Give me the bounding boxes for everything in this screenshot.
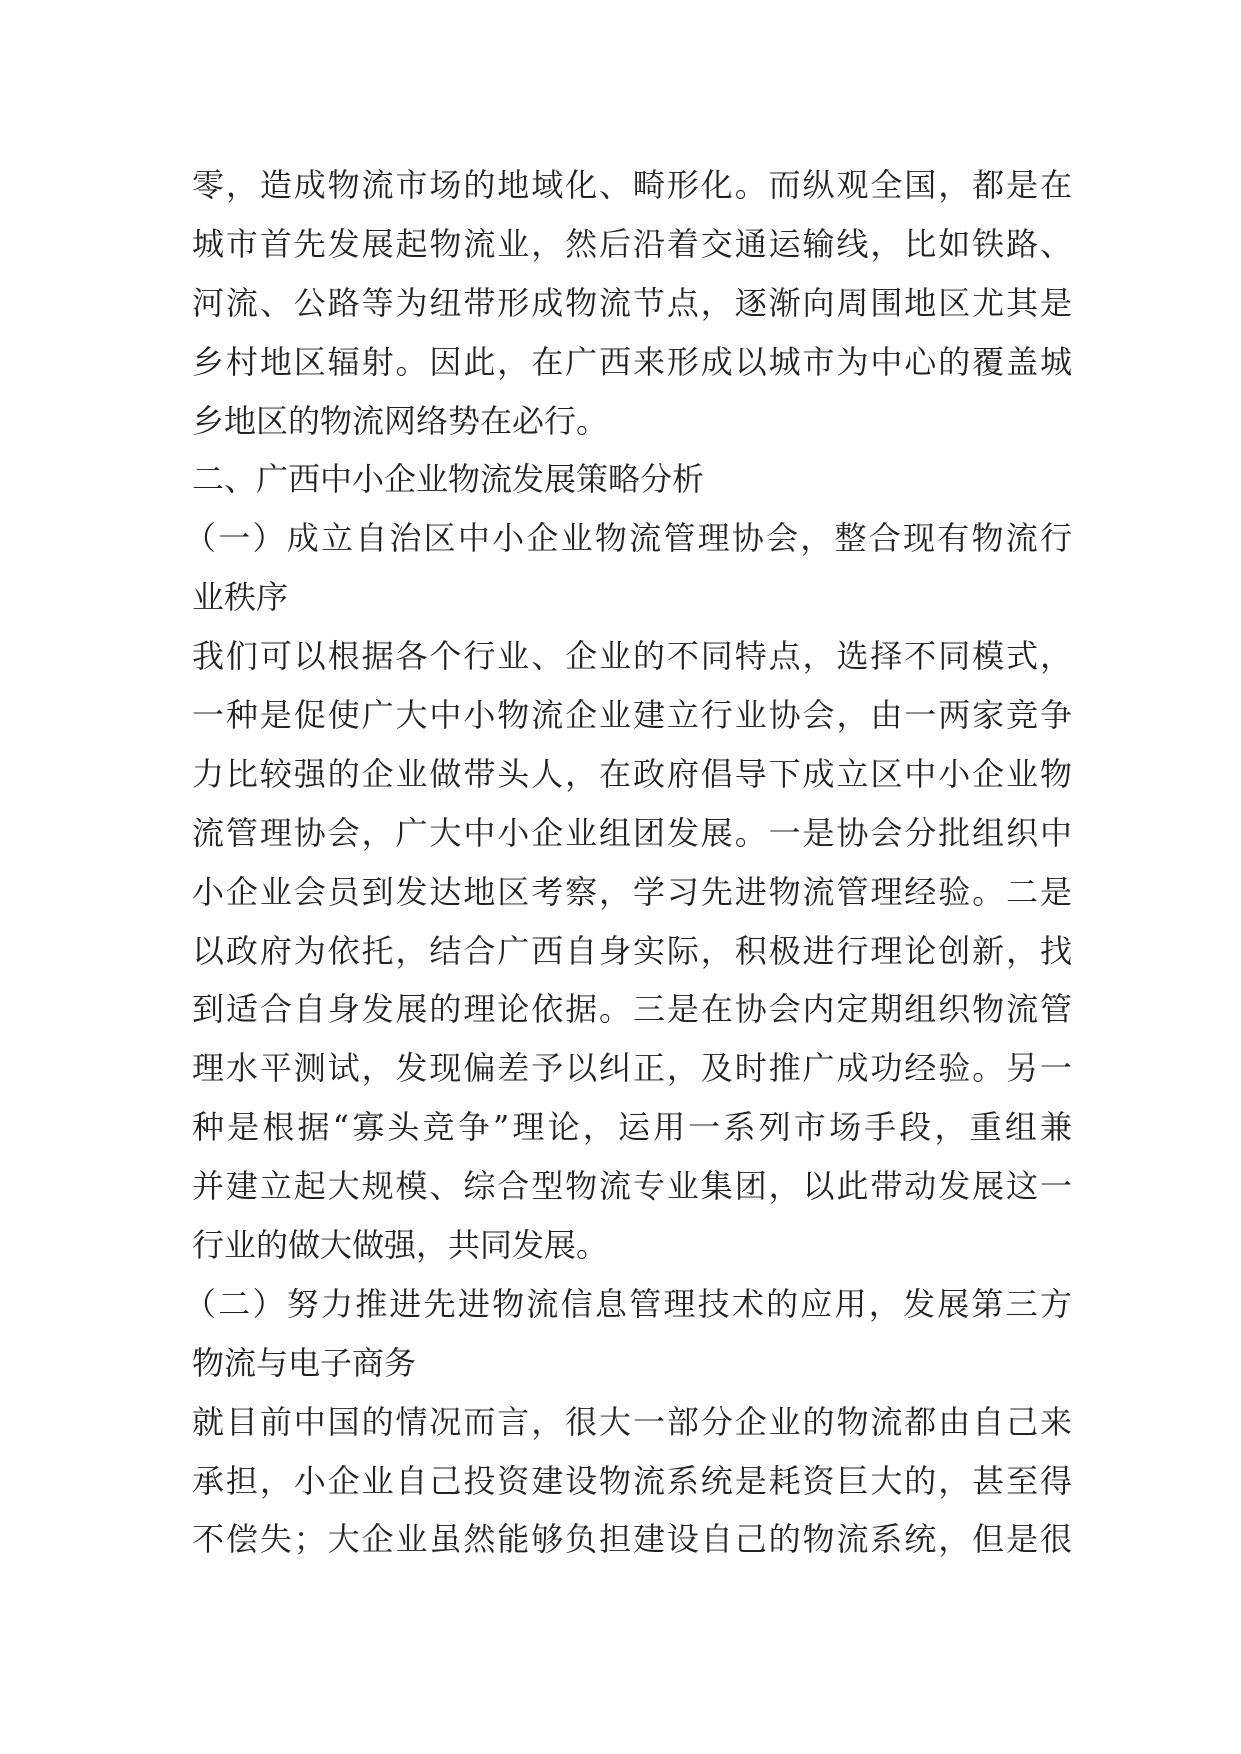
text-line: 理水平测试，发现偏差予以纠正，及时推广成功经验。另一: [192, 1049, 1072, 1088]
text-line: 河流、公路等为纽带形成物流节点，逐渐向周围地区尤其是: [192, 283, 1072, 322]
text-line: 小企业会员到发达地区考察，学习先进物流管理经验。二是: [192, 872, 1072, 911]
text-line: 一种是促使广大中小物流企业建立行业协会，由一两家竞争: [192, 696, 1072, 735]
text-line: 以政府为依托，结合广西自身实际，积极进行理论创新，找: [192, 931, 1072, 970]
subsection-heading: （二）努力推进先进物流信息管理技术的应用，发展第三方: [184, 1284, 1072, 1323]
text-line: 力比较强的企业做带头人，在政府倡导下成立区中小企业物: [192, 754, 1072, 793]
section-heading: 二、广西中小企业物流发展策略分析: [192, 460, 705, 499]
text-line: 种是根据“寡头竞争”理论，运用一系列市场手段，重组兼: [192, 1108, 1072, 1147]
text-line: 我们可以根据各个行业、企业的不同特点，选择不同模式，: [192, 637, 1072, 676]
text-line: 到适合自身发展的理论依据。三是在协会内定期组织物流管: [192, 990, 1072, 1029]
text-line: 行业的做大做强，共同发展。: [192, 1226, 609, 1265]
text-line: 零，造成物流市场的地域化、畸形化。而纵观全国，都是在: [192, 166, 1072, 204]
text-line: 承担，小企业自己投资建设物流系统是耗资巨大的，甚至得: [192, 1461, 1072, 1500]
text-line: 乡地区的物流网络势在必行。: [192, 401, 609, 440]
subsection-heading: （一）成立自治区中小企业物流管理协会，整合现有物流行: [184, 519, 1072, 558]
text-line: 乡村地区辐射。因此，在广西来形成以城市为中心的覆盖城: [192, 342, 1072, 381]
text-line: 并建立起大规模、综合型物流专业集团，以此带动发展这一: [192, 1167, 1072, 1206]
text-line: 不偿失；大企业虽然能够负担建设自己的物流系统，但是很: [192, 1520, 1072, 1559]
subsection-heading-continued: 物流与电子商务: [192, 1343, 417, 1382]
text-line: 就目前中国的情况而言，很大一部分企业的物流都由自己来: [192, 1402, 1072, 1441]
body-text: [184, 156, 1072, 1569]
subsection-heading-continued: 业秩序: [192, 578, 289, 617]
text-line: 城市首先发展起物流业，然后沿着交通运输线，比如铁路、: [192, 224, 1072, 263]
text-line: 流管理协会，广大中小企业组团发展。一是协会分批组织中: [192, 813, 1072, 852]
